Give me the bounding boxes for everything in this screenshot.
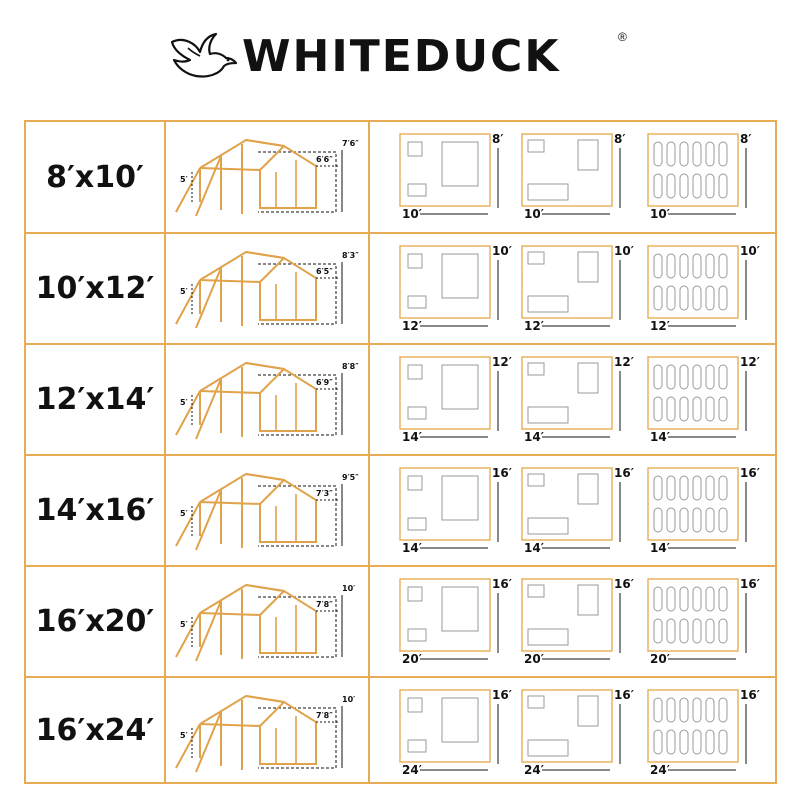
- depth-label: 16′: [492, 577, 512, 591]
- width-label: 10′: [524, 207, 544, 221]
- depth-label: 16′: [492, 688, 512, 702]
- width-label: 12′: [402, 319, 422, 333]
- ridge-height-label: 7′6″: [342, 139, 359, 148]
- tent-door-lines: [276, 383, 296, 431]
- depth-label: 16′: [740, 577, 760, 591]
- tent-diagram: [176, 140, 342, 216]
- tent-front-gable: [260, 591, 316, 653]
- tent-size-label: 16′x24′: [35, 712, 155, 748]
- tent-guy-lines: [176, 379, 221, 439]
- depth-label: 16′: [614, 688, 634, 702]
- width-label: 20′: [524, 652, 544, 666]
- tent-size-label: 12′x14′: [35, 382, 155, 417]
- tent-door-lines: [276, 716, 296, 764]
- wall-height-label: 5′: [180, 620, 188, 629]
- floor-plans-cell: [370, 234, 775, 343]
- width-label: 10′: [650, 207, 670, 221]
- depth-label: 12′: [614, 355, 634, 369]
- depth-label: 10′: [740, 244, 760, 258]
- size-row: [26, 122, 775, 232]
- tent-door-lines: [276, 272, 296, 320]
- tent-diagram: [176, 363, 342, 439]
- floor-plan-box: [400, 468, 490, 540]
- tent-diagram-svg: [166, 345, 370, 456]
- tent-diagram-svg: [166, 567, 370, 678]
- tent-front-gable: [260, 258, 316, 320]
- eave-rear-height-label: 6′6″: [316, 155, 333, 164]
- size-row: [26, 676, 775, 782]
- width-label: 14′: [524, 541, 544, 555]
- size-cell: [26, 234, 166, 343]
- floor-plans-svg: [370, 345, 775, 456]
- ridge-height-label: 10′: [342, 695, 356, 704]
- eave-rear-height-label: 7′8″: [316, 600, 333, 609]
- depth-label: 8′: [740, 132, 752, 146]
- header: [0, 0, 800, 118]
- size-cell: [26, 345, 166, 454]
- eave-rear-height-label: 6′5″: [316, 267, 333, 276]
- size-cell: [26, 122, 166, 232]
- depth-label: 12′: [492, 355, 512, 369]
- width-label: 12′: [650, 319, 670, 333]
- size-row: [26, 232, 775, 343]
- tent-size-label: 16′x20′: [35, 604, 155, 639]
- tent-front-gable: [260, 369, 316, 431]
- tent-guy-lines: [176, 601, 221, 661]
- tent-diagram-svg: [166, 456, 370, 567]
- tent-size-label: 10′x12′: [35, 271, 155, 306]
- tent-diagram-svg: [166, 234, 370, 345]
- tent-diagram-cell: [166, 567, 370, 676]
- tent-diagram-cell: [166, 122, 370, 232]
- size-cell: [26, 567, 166, 676]
- floor-plan-box: [400, 246, 490, 318]
- floor-plan-box: [400, 357, 490, 429]
- floor-plan-box: [400, 579, 490, 651]
- floor-plan-box: [400, 690, 490, 762]
- floor-plans-svg: [370, 122, 775, 232]
- tent-guy-lines: [176, 712, 221, 772]
- floor-plans-cell: [370, 567, 775, 676]
- eave-rear-height-label: 7′8″: [316, 711, 333, 720]
- width-label: 24′: [650, 763, 670, 777]
- tent-front-gable: [260, 146, 316, 208]
- tent-diagram-cell: [166, 456, 370, 565]
- tent-front-gable: [260, 480, 316, 542]
- brand-name: WHITEDUCK: [242, 31, 561, 82]
- duck-logo-icon: [166, 30, 238, 80]
- depth-label: 8′: [614, 132, 626, 146]
- width-label: 14′: [402, 430, 422, 444]
- width-label: 10′: [402, 207, 422, 221]
- tent-diagram: [176, 585, 342, 661]
- size-cell: [26, 456, 166, 565]
- ridge-height-label: 8′8″: [342, 362, 359, 371]
- wall-height-label: 5′: [180, 731, 188, 740]
- width-label: 14′: [650, 430, 670, 444]
- tent-diagram: [176, 696, 342, 772]
- width-label: 14′: [402, 541, 422, 555]
- tent-door-lines: [276, 605, 296, 653]
- size-cell: [26, 678, 166, 782]
- floor-plans-svg: [370, 678, 775, 784]
- depth-label: 16′: [740, 688, 760, 702]
- floor-plans-cell: [370, 345, 775, 454]
- tent-guy-lines: [176, 156, 221, 216]
- tent-door-lines: [276, 494, 296, 542]
- width-label: 24′: [402, 763, 422, 777]
- tent-door-lines: [276, 160, 296, 208]
- floor-plans-svg: [370, 567, 775, 678]
- ridge-height-label: 9′5″: [342, 473, 359, 482]
- registered-mark: ®: [618, 30, 627, 44]
- wall-height-label: 5′: [180, 175, 188, 184]
- tent-diagram-cell: [166, 234, 370, 343]
- tent-diagram-svg: [166, 678, 370, 784]
- tent-size-label: 8′x10′: [46, 159, 144, 195]
- floor-plans-svg: [370, 456, 775, 567]
- floor-plans-svg: [370, 234, 775, 345]
- depth-label: 12′: [740, 355, 760, 369]
- width-label: 14′: [524, 430, 544, 444]
- tent-size-label: 14′x16′: [35, 493, 155, 528]
- depth-label: 16′: [614, 466, 634, 480]
- size-row: [26, 565, 775, 676]
- wall-height-label: 5′: [180, 509, 188, 518]
- floor-plans-cell: [370, 456, 775, 565]
- tent-guy-lines: [176, 268, 221, 328]
- width-label: 12′: [524, 319, 544, 333]
- floor-plan-box: [400, 134, 490, 206]
- tent-diagram-svg: [166, 122, 370, 232]
- tent-diagram-cell: [166, 678, 370, 782]
- eave-rear-height-label: 7′3″: [316, 489, 333, 498]
- depth-label: 16′: [740, 466, 760, 480]
- tent-diagram-cell: [166, 345, 370, 454]
- width-label: 20′: [402, 652, 422, 666]
- depth-label: 16′: [614, 577, 634, 591]
- size-row: [26, 343, 775, 454]
- width-label: 14′: [650, 541, 670, 555]
- size-row: [26, 454, 775, 565]
- depth-label: 10′: [614, 244, 634, 258]
- width-label: 20′: [650, 652, 670, 666]
- ridge-height-label: 8′3″: [342, 251, 359, 260]
- wall-height-label: 5′: [180, 287, 188, 296]
- tent-front-gable: [260, 702, 316, 764]
- size-chart-grid: [24, 120, 777, 784]
- floor-plans-cell: [370, 122, 775, 232]
- tent-diagram: [176, 474, 342, 550]
- depth-label: 16′: [492, 466, 512, 480]
- floor-plans-cell: [370, 678, 775, 782]
- ridge-height-label: 10′: [342, 584, 356, 593]
- tent-diagram: [176, 252, 342, 328]
- tent-guy-lines: [176, 490, 221, 550]
- width-label: 24′: [524, 763, 544, 777]
- wall-height-label: 5′: [180, 398, 188, 407]
- eave-rear-height-label: 6′9″: [316, 378, 333, 387]
- depth-label: 10′: [492, 244, 512, 258]
- depth-label: 8′: [492, 132, 504, 146]
